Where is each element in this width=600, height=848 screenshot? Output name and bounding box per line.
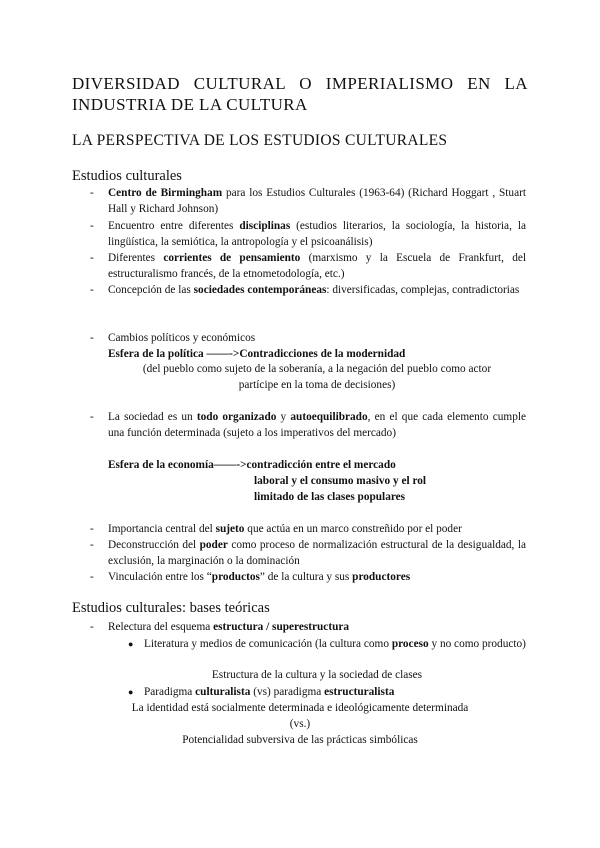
subheading-estudios-culturales: Estudios culturales — [72, 168, 182, 184]
dash-marker: - — [90, 220, 94, 232]
list-item: Importancia central del sujeto que actúa en un marco constreñido por el poder — [108, 523, 462, 535]
cambios-text: Cambios políticos y económicos — [108, 332, 256, 344]
document-title — [72, 73, 528, 115]
dash-marker: - — [90, 284, 94, 296]
section-heading-perspectiva: LA PERSPECTIVA DE LOS ESTUDIOS CULTURALES — [72, 132, 448, 149]
title-line-1: DIVERSIDAD CULTURAL O IMPERIALISMO EN LA — [72, 74, 528, 93]
esfera-economia: Esfera de la economía——->contradicción entre el mercado — [108, 459, 396, 471]
list-item: Centro de Birmingham para los Estudios Culturales (1963-64) (Richard Hoggart , Stuart Hall y Richard Johnson) — [108, 187, 526, 215]
identidad-text: La identidad está socialmente determinada e ideológicamente determinada — [131, 702, 469, 714]
esfera-economia-line-2: laboral y el consumo masivo y el rol — [254, 475, 427, 487]
dash-marker: - — [90, 539, 94, 551]
list-item: Deconstrucción del poder como proceso de normalización estructural de la desigualdad, la exclusión, la marginación o la dominación — [108, 539, 526, 567]
politica-detail: (del pueblo como sujeto de la soberanía, a la negación del pueblo como actor partícipe en la toma de decisiones) — [142, 363, 492, 391]
dash-marker: - — [90, 332, 94, 344]
dash-marker: - — [90, 187, 94, 199]
dash-marker: - — [90, 621, 94, 633]
list-item: Relectura del esquema estructura / superestructura — [108, 621, 350, 633]
bullet-item: Literatura y medios de comunicación (la cultura como proceso y no como producto) — [144, 638, 526, 650]
subheading-bases-teoricas: Estudios culturales: bases teóricas — [72, 600, 270, 616]
estructura-text: Estructura de la cultura y la sociedad de clases — [211, 669, 423, 681]
list-item: Vinculación entre los “productos” de la cultura y sus productores — [108, 571, 411, 583]
dash-marker: - — [90, 523, 94, 535]
title-line-2: INDUSTRIA DE LA CULTURA — [72, 95, 308, 114]
bullet-marker: ● — [128, 639, 134, 649]
dash-marker: - — [90, 571, 94, 583]
list-item: Concepción de las sociedades contemporáneas: diversificadas, complejas, contradictorias — [108, 284, 520, 296]
vs-text: (vs.) — [289, 718, 311, 730]
list-item: La sociedad es un todo organizado y autoequilibrado, en el que cada elemento cumple una función determinada (sujeto a los imperativos del mercado) — [108, 411, 526, 439]
bullet-item: Paradigma culturalista (vs) paradigma estructuralista — [144, 686, 395, 698]
esfera-politica: Esfera de la política ——->Contradicciones de la modernidad — [108, 348, 406, 360]
potencialidad-text: Potencialidad subversiva de las prácticas simbólicas — [182, 734, 418, 746]
dash-marker: - — [90, 411, 94, 423]
bullet-marker: ● — [128, 687, 134, 697]
list-item: Encuentro entre diferentes disciplinas (estudios literarios, la sociología, la historia, la lingüística, la semiótica, la antropología y el psicoanálisis) — [108, 220, 526, 248]
list-item: Diferentes corrientes de pensamiento (marxismo y la Escuela de Frankfurt, del estructuralismo francés, de la etnometodología, etc.) — [108, 252, 526, 280]
esfera-economia-line-3: limitado de las clases populares — [254, 491, 406, 503]
dash-marker: - — [90, 252, 94, 264]
